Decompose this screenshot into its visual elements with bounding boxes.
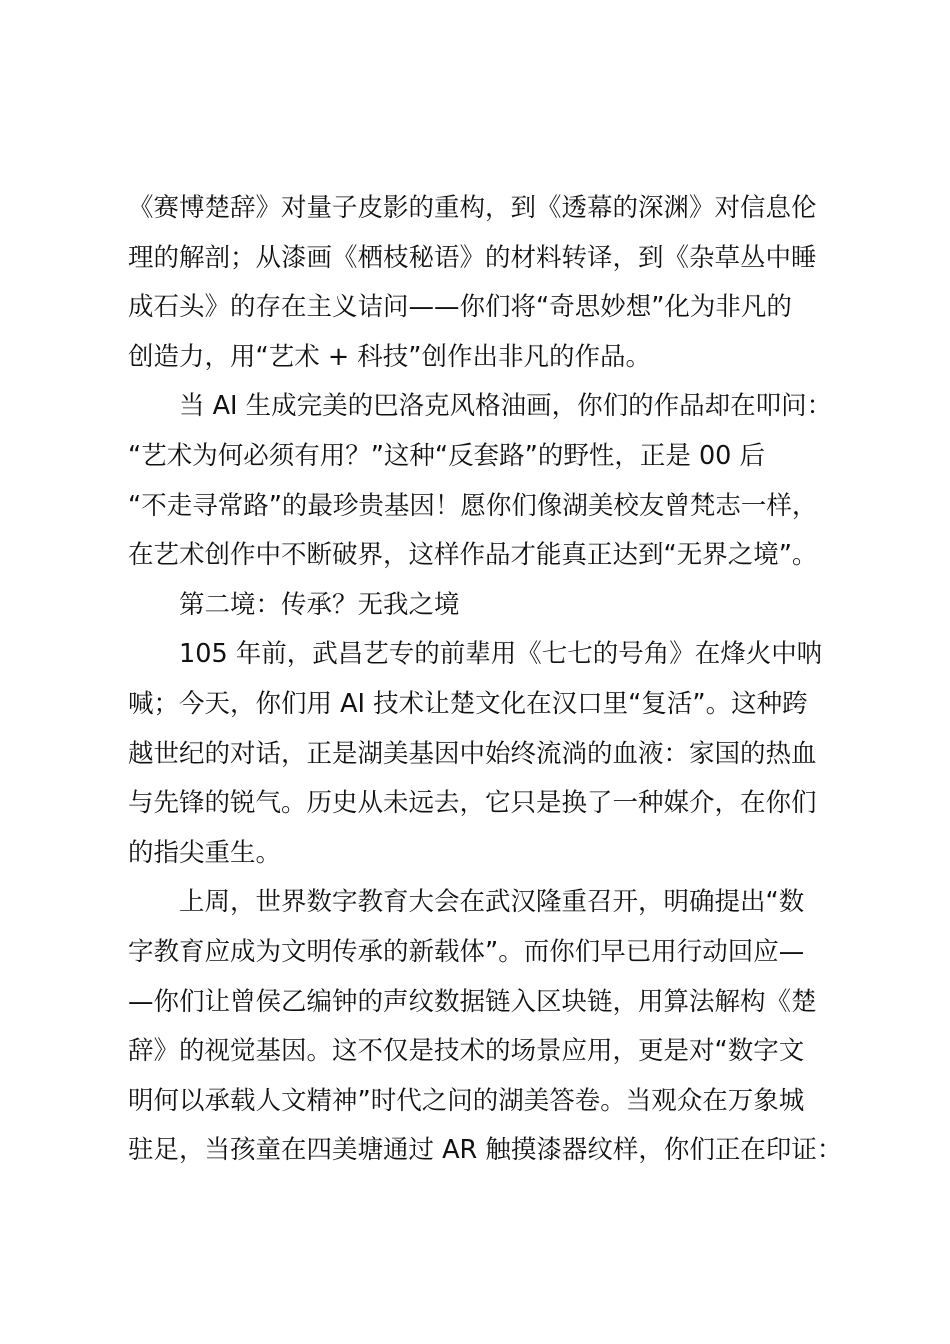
text-line: 辞》的视觉基因。这不仅是技术的场景应用，更是对“数字文: [128, 1036, 805, 1067]
text-line: “不走寻常路”的最珍贵基因！愿你们像湖美校友曾梵志一样，: [128, 490, 818, 521]
text-line: 的指尖重生。: [128, 837, 282, 868]
text-line: 理的解剖；从漆画《栖枝秘语》的材料转译，到《杂草丛中睡: [128, 242, 817, 273]
text-line: 成石头》的存在主义诘问——你们将“奇思妙想”化为非凡的: [128, 292, 792, 323]
text-line: 明何以承载人文精神”时代之问的湖美答卷。当观众在万象城: [128, 1085, 805, 1116]
text-line: —你们让曾侯乙编钟的声纹数据链入区块链，用算法解构《楚: [128, 986, 817, 1017]
text-line: 与先锋的锐气。历史从未远去，它只是换了一种媒介，在你们: [128, 788, 817, 819]
text-line: 创造力，用“艺术 + 科技”创作出非凡的作品。: [128, 341, 652, 372]
text-line: 《赛博楚辞》对量子皮影的重构，到《透幕的深渊》对信息伦: [128, 193, 817, 223]
body-text: [128, 184, 858, 1176]
text-line: 在艺术创作中不断破界，这样作品才能真正达到“无界之境”。: [128, 540, 818, 571]
text-line: 驻足，当孩童在四美塘通过 AR 触摸漆器纹样，你们正在印证：: [128, 1135, 843, 1166]
section-heading: 第二境：传承？无我之境: [179, 589, 460, 620]
text-line: 越世纪的对话，正是湖美基因中始终流淌的血液：家国的热血: [128, 738, 817, 769]
text-line: “艺术为何必须有用？”这种“反套路”的野性，正是 00 后: [128, 440, 766, 471]
text-line: 喊；今天，你们用 AI 技术让楚文化在汉口里“复活”。这种跨: [128, 688, 808, 719]
text-line: 字教育应成为文明传承的新载体”。而你们早已用行动回应—: [128, 936, 805, 967]
paragraph-start-line: 105 年前，武昌艺专的前辈用《七七的号角》在烽火中呐: [179, 639, 823, 670]
paragraph-start-line: 当 AI 生成完美的巴洛克风格油画，你们的作品却在叩问：: [179, 391, 833, 422]
paragraph-start-line: 上周，世界数字教育大会在武汉隆重召开，明确提出“数: [179, 887, 805, 918]
